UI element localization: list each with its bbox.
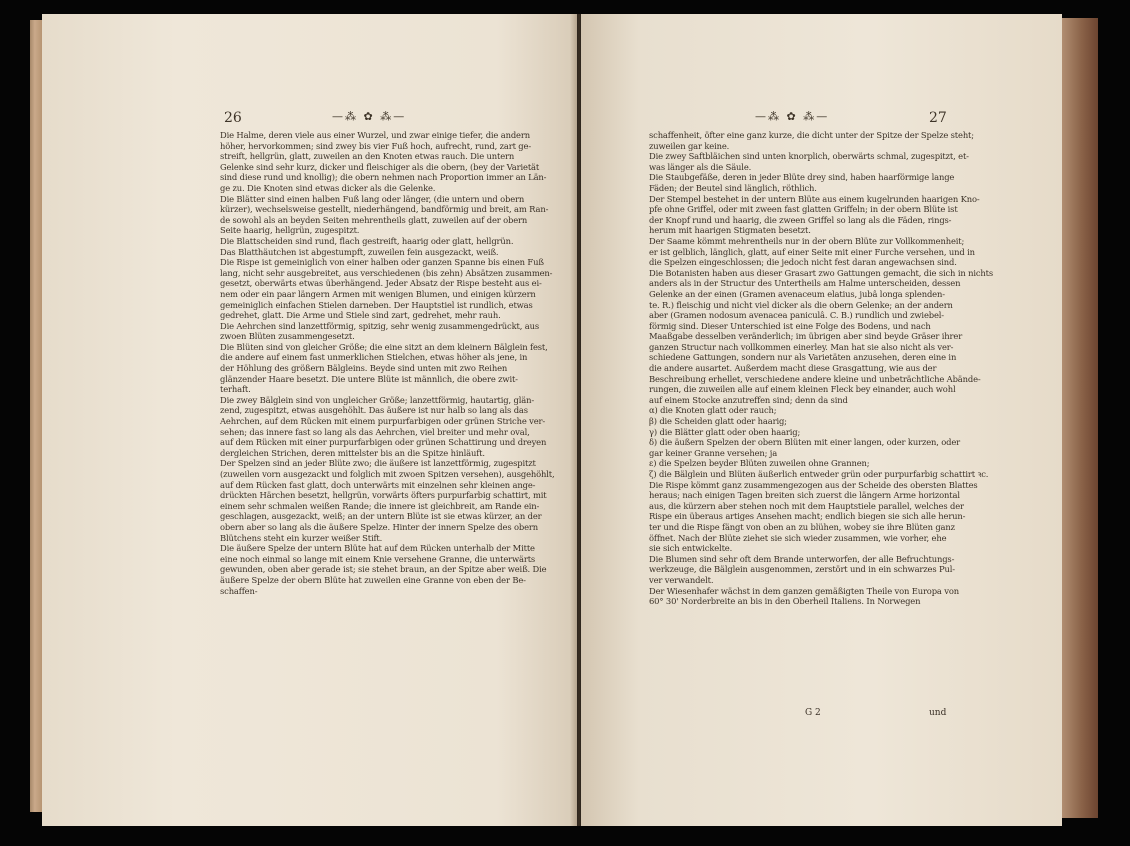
text-line: werkzeuge, die Bälglein ausgenommen, zerstört und in ein schwarzes Pul-: [649, 564, 955, 575]
text-line: nem oder ein paar längern Armen mit wenigen Blumen, und einigen kürzern: [220, 288, 536, 299]
text-line: Die Rispe kömmt ganz zusammengezogen aus der Scheide des obersten Blattes: [649, 479, 978, 490]
text-line: δ) die äußern Spelzen der obern Blüten mit einer langen, oder kurzen, oder: [649, 437, 961, 448]
text-line: Die Blätter sind einen halben Fuß lang oder länger, (die untern und obern: [220, 193, 525, 204]
left-header-ornament: —⁂ ✿ ⁂—: [332, 110, 407, 123]
text-line: was länger als die Säule.: [649, 161, 752, 172]
text-line: Rispe ein überaus artiges Ansehen macht; endlich biegen sie sich alle herun-: [649, 511, 966, 522]
catchword: und: [929, 708, 947, 718]
text-line: Der Wiesenhafer wächst in dem ganzen gemäßigten Theile von Europa von: [649, 585, 959, 596]
right-header-ornament: —⁂ ✿ ⁂—: [755, 110, 830, 123]
text-line: glänzender Haare besetzt. Die untere Blüte ist männlich, die obere zwit-: [220, 373, 518, 384]
right-page-edges: [1062, 18, 1098, 818]
left-page-text: [220, 130, 570, 596]
text-line: Seite haarig, hellgrün, zugespitzt.: [220, 225, 360, 236]
text-line: Die äußere Spelze der untern Blüte hat auf dem Rücken unterhalb der Mitte: [220, 543, 535, 554]
text-line: Aehrchen, auf dem Rücken mit einem purpurfarbigen oder grünen Striche ver-: [220, 416, 546, 427]
right-page-text: [649, 130, 994, 607]
right-page: [581, 14, 1062, 826]
text-line: Die zwey Bälglein sind von ungleicher Größe; lanzettförmig, hautartig, glän-: [220, 394, 535, 405]
text-line: Die Blattscheiden sind rund, flach gestreift, haarig oder glatt, hellgrün.: [220, 235, 514, 246]
text-line: Die Botanisten haben aus dieser Grasart zwo Gattungen gemacht, die sich in nichts: [649, 267, 994, 278]
text-line: der Knopf rund und haarig, die zween Griffel so lang als die Fäden, rings-: [649, 214, 952, 225]
text-line: förmig sind. Dieser Unterschied ist eine Folge des Bodens, und nach: [649, 320, 931, 331]
text-line: schaffen-: [220, 585, 258, 596]
text-line: Gelenke an der einen (Gramen avenaceum elatius, jubâ longa splenden-: [649, 288, 945, 299]
text-line: die andere auf einem fast unmerklichen Stielchen, etwas höher als jene, in: [220, 352, 528, 363]
text-line: auf einem Stocke anzutreffen sind; denn da sind: [649, 394, 848, 405]
text-line: sind diese rund und knollig); die obern nehmen nach Proportion immer an Län-: [220, 172, 547, 183]
text-line: Die Rispe ist gemeiniglich von einer halben oder ganzen Spanne bis einen Fuß: [220, 257, 544, 268]
text-line: pfe ohne Griffel, oder mit zween fast glatten Griffeln; in der obern Blüte ist: [649, 204, 958, 215]
text-line: Die Halme, deren viele aus einer Wurzel, und zwar einige tiefer, die andern: [220, 130, 530, 140]
text-line: der Höhlung des größern Bälgleins. Beyde sind unten mit zwo Reihen: [220, 363, 508, 374]
text-line: höher, hervorkommen; sind zwey bis vier Fuß hoch, aufrecht, rund, zart ge-: [220, 140, 532, 151]
text-line: ganzen Structur nach vollkommen einerley. Man hat sie also nicht als ver-: [649, 341, 954, 352]
text-line: γ) die Blätter glatt oder oben haarig;: [649, 426, 801, 437]
text-line: die andere ausartet. Außerdem macht diese Grasgattung, wie aus der: [649, 363, 937, 374]
text-line: rungen, die zuweilen alle auf einem kleinen Fleck bey einander, auch wohl: [649, 384, 956, 395]
text-line: eine noch einmal so lange mit einem Knie versehene Granne, die unterwärts: [220, 553, 536, 564]
left-page: [42, 14, 577, 826]
text-line: de sowohl als an beyden Seiten mehrentheils glatt, zuweilen auf der obern: [220, 214, 528, 225]
text-line: die Spelzen eingeschlossen; die jedoch nicht fest daran angewachsen sind.: [649, 257, 957, 268]
text-line: gemeiniglich einfachen Stielen darneben. Der Hauptstiel ist rundlich, etwas: [220, 299, 533, 310]
text-line: Beschreibung erhellet, verschiedene andere kleine und unbeträchtliche Abände-: [649, 373, 981, 384]
text-line: Blütchens steht ein kurzer weißer Stift.: [220, 532, 383, 543]
text-line: Der Stempel bestehet in der untern Blüte aus einem kugelrunden haarigen Kno-: [649, 193, 980, 204]
text-line: zuweilen gar keine.: [649, 140, 730, 151]
text-line: öffnet. Nach der Blüte ziehet sie sich wieder zusammen, wie vorher, ehe: [649, 532, 947, 543]
text-line: terhaft.: [220, 384, 251, 395]
text-line: Der Saame kömmt mehrentheils nur in der obern Blüte zur Vollkommenheit;: [649, 235, 965, 246]
text-line: gewunden, oben aber gerade ist; sie stehet braun, an der Spitze aber weiß. Die: [220, 564, 547, 575]
text-line: sie sich entwickelte.: [649, 543, 733, 554]
left-page-edges: [30, 20, 42, 812]
text-line: auf dem Rücken mit einer purpurfarbigen oder grünen Schattirung und dreyen: [220, 437, 547, 448]
text-line: gesetzt, oberwärts etwas überhängend. Jeder Absatz der Rispe besteht aus ei-: [220, 278, 542, 289]
text-line: aber (Gramen nodosum avenacea paniculâ. C. B.) rundlich und zwiebel-: [649, 310, 944, 321]
text-line: Maaßgabe desselben veränderlich; im übrigen aber sind beyde Gräser ihrer: [649, 331, 963, 342]
right-page-number: 27: [929, 110, 947, 126]
text-line: Die zwey Saftbläichen sind unten knorplich, oberwärts schmal, zugespitzt, et-: [649, 151, 969, 162]
text-line: drückten Härchen besetzt, hellgrün, vorwärts öfters purpurfarbig schattirt, mit: [220, 490, 547, 501]
text-line: zend, zugespitzt, etwas ausgehöhlt. Das äußere ist nur halb so lang als das: [220, 405, 528, 416]
text-line: Das Blatthäutchen ist abgestumpft, zuweilen fein ausgezackt, weiß.: [220, 246, 499, 257]
left-page-number: 26: [224, 110, 242, 126]
signature-mark: G 2: [805, 708, 821, 718]
text-line: Die Staubgefäße, deren in jeder Blüte drey sind, haben haarförmige lange: [649, 172, 955, 183]
text-line: geschlagen, ausgezackt, weiß; an der untern Blüte ist sie etwas kürzer, an der: [220, 511, 542, 522]
text-line: anders als in der Structur des Untertheils am Halme unterscheiden, dessen: [649, 278, 961, 289]
text-line: zwoen Blüten zusammengesetzt.: [220, 331, 355, 342]
text-line: schaffenheit, öfter eine ganz kurze, die dicht unter der Spitze der Spelze steht;: [649, 130, 974, 140]
text-line: lang, nicht sehr ausgebreitet, aus verschiedenen (bis zehn) Absätzen zusammen-: [220, 267, 553, 278]
text-line: auf dem Rücken fast glatt, doch unterwärts mit einzelnen sehr kleinen ange-: [220, 479, 536, 490]
text-line: te. R.) fleischig und nicht viel dicker als die obern Gelenke; an der andern: [649, 299, 953, 310]
text-line: aus, die kürzern aber stehen noch mit dem Hauptstiele parallel, welches der: [649, 500, 964, 511]
text-line: ge zu. Die Knoten sind etwas dicker als die Gelenke.: [220, 182, 436, 193]
text-line: ter und die Rispe fängt von oben an zu blühen, wobey sie ihre Blüten ganz: [649, 521, 955, 532]
text-line: ε) die Spelzen beyder Blüten zuweilen ohne Grannen;: [649, 458, 870, 469]
text-line: Fäden; der Beutel sind länglich, röthlich.: [649, 182, 817, 193]
text-line: herum mit haarigen Stigmaten besetzt.: [649, 225, 811, 236]
text-line: Gelenke sind sehr kurz, dicker und fleischiger als die obern, (bey der Varietät: [220, 161, 540, 172]
text-line: einem sehr schmalen weißen Rande; die innere ist gleichbreit, am Rande ein-: [220, 500, 540, 511]
text-line: gedrehet, glatt. Die Arme und Stiele sind zart, gedrehet, mehr rauh.: [220, 310, 501, 321]
text-line: Der Spelzen sind an jeder Blüte zwo; die äußere ist lanzettförmig, zugespitzt: [220, 458, 536, 469]
text-line: Die Blüten sind von gleicher Größe; die eine sitzt an dem kleinern Bälglein fest,: [220, 341, 548, 352]
text-line: gar keiner Granne versehen; ja: [649, 447, 778, 458]
text-line: äußere Spelze der obern Blüte hat zuweilen eine Granne von eben der Be-: [220, 574, 526, 585]
text-line: er ist gelblich, länglich, glatt, auf einer Seite mit einer Furche versehen, und in: [649, 246, 975, 257]
text-line: 60° 30' Norderbreite an bis in den Oberheil Italiens. In Norwegen: [649, 596, 921, 607]
text-line: Die Blumen sind sehr oft dem Brande unterworfen, der alle Befruchtungs-: [649, 553, 955, 564]
text-line: ζ) die Bälglein und Blüten äußerlich entweder grün oder purpurfarbig schattirt ꝛc.: [649, 469, 989, 479]
text-line: streift, hellgrün, glatt, zuweilen an den Knoten etwas rauch. Die untern: [220, 151, 515, 162]
text-line: sehen; das innere fast so lang als das Aehrchen, viel breiter und mehr oval,: [220, 426, 530, 437]
text-line: schiedene Gattungen, sondern nur als Varietäten anzusehen, deren eine in: [649, 352, 957, 363]
text-line: β) die Scheiden glatt oder haarig;: [649, 416, 787, 427]
text-line: ver verwandelt.: [649, 574, 714, 585]
text-line: α) die Knoten glatt oder rauch;: [649, 405, 777, 416]
text-line: kürzer), wechselsweise gestellt, niederhängend, bandförmig und breit, am Ran-: [220, 204, 549, 215]
text-line: dergleichen Strichen, deren mittelster bis an die Spitze hinläuft.: [220, 447, 485, 458]
text-line: Die Aehrchen sind lanzettförmig, spitzig, sehr wenig zusammengedrückt, aus: [220, 320, 539, 331]
text-line: heraus; nach einigen Tagen breiten sich zuerst die längern Arme horizontal: [649, 490, 960, 501]
text-line: obern aber so lang als die äußere Spelze. Hinter der innern Spelze des obern: [220, 521, 538, 532]
text-line: (zuweilen vorn ausgezackt und folglich mit zwoen Spitzen versehen), ausgehöhlt,: [220, 469, 555, 479]
